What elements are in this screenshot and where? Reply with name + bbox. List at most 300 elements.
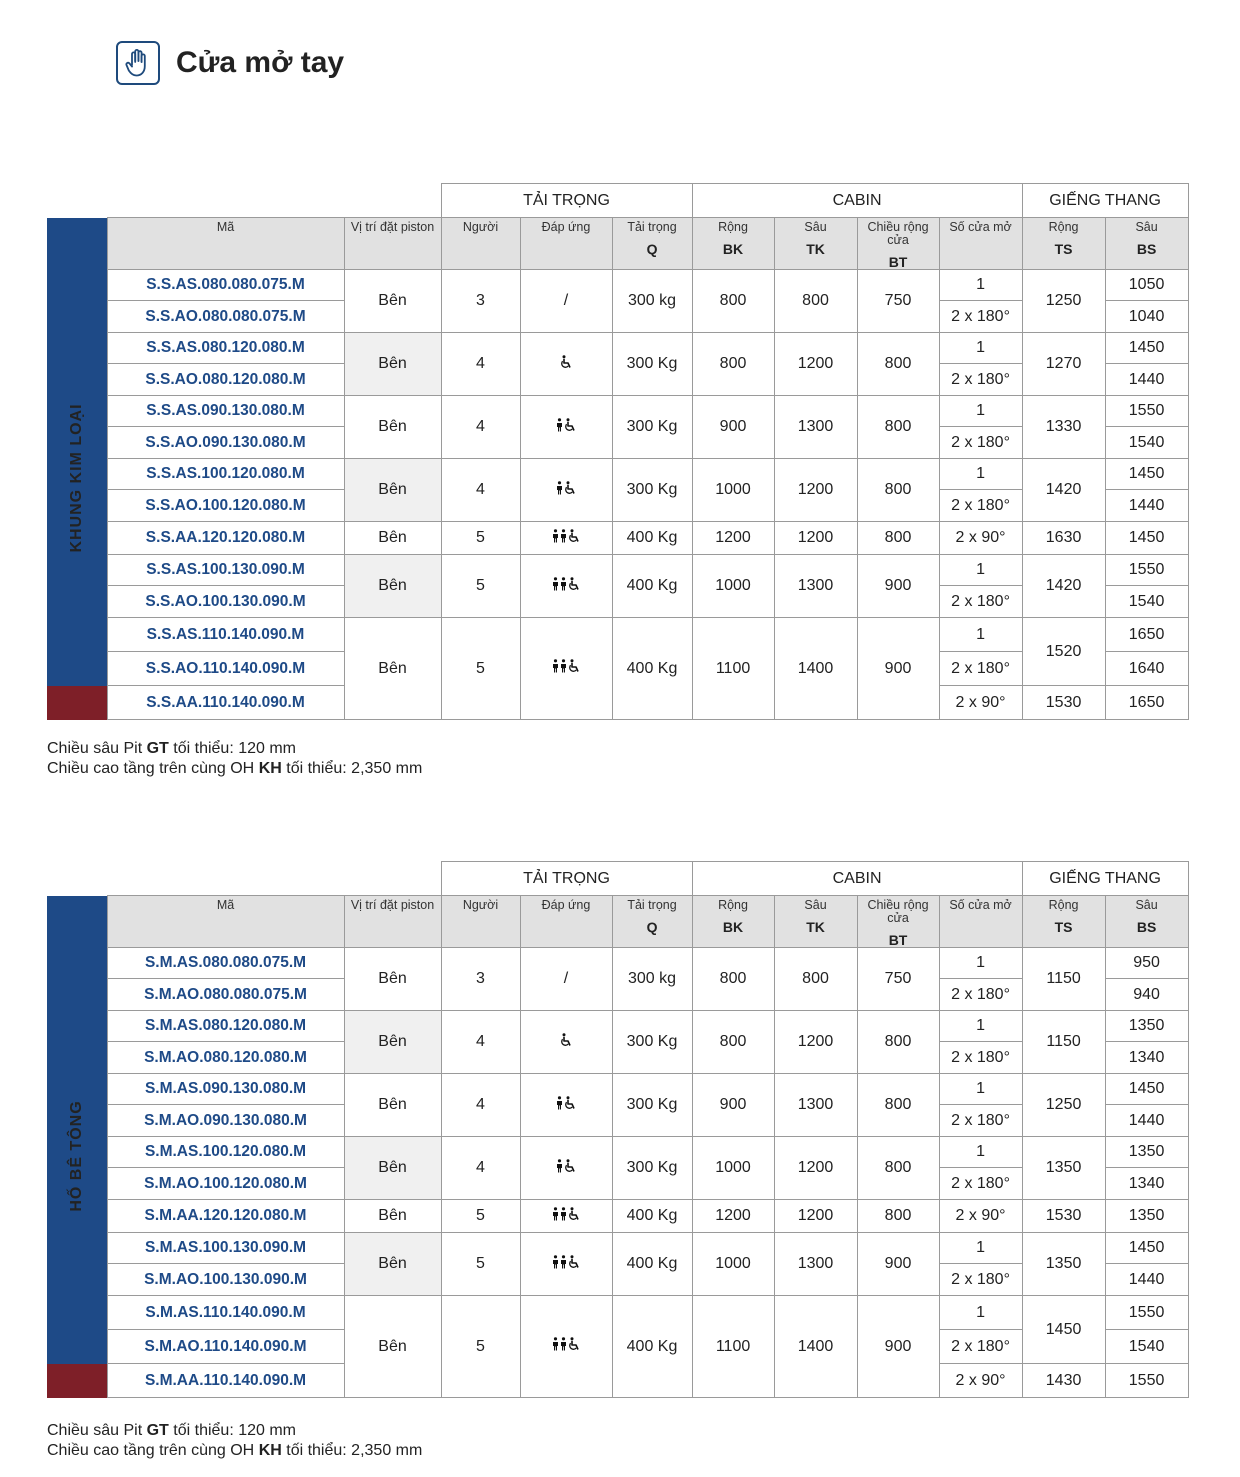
col-cabin-depth [774,218,857,270]
shaft-depth-value: 940 [1105,979,1188,1011]
model-code-text: S.S.AS.100.130.090.M [146,561,305,578]
shaft-width-value: 1150 [1022,1011,1105,1074]
model-code-text: S.S.AS.080.120.080.M [146,339,305,356]
door-count-value: 1 [939,333,1022,364]
shaft-depth-value: 1650 [1105,686,1188,720]
spec-notes-metal-frame [47,739,422,779]
table-row [47,555,1188,586]
shaft-width-value: 1420 [1022,459,1105,522]
col-cabin-width [692,218,774,270]
model-code-text: S.M.AS.110.140.090.M [145,1303,306,1321]
model-code-text: S.M.AS.100.130.090.M [144,1239,307,1256]
model-code-text: S.S.AO.080.080.075.M [145,307,306,325]
col-shaft-depth [1105,218,1188,270]
table-row [47,1233,1188,1264]
model-code [107,1233,344,1264]
table-row [47,1200,1188,1233]
piston-position: Bên [344,1200,441,1233]
model-code [107,459,344,490]
col-accessible-label: Đáp ứng [541,898,591,912]
cabin-depth-value: 1200 [774,1011,857,1074]
model-code [107,1330,344,1364]
load-value: 400 Kg [612,1200,692,1233]
col-code [107,218,344,270]
shaft-width-value: 1530 [1022,1200,1105,1233]
shaft-depth-value: 1440 [1105,490,1188,522]
model-code [107,333,344,364]
col-cabin-depth [774,896,857,948]
col-shaft-depth [1105,896,1188,948]
cabin-depth-value: 1200 [774,522,857,555]
col-cabin-width-symbol: BK [722,919,744,935]
table-row [47,948,1188,979]
cabin-width-value: 900 [692,1074,774,1137]
col-load-label: Tải trọng [627,220,677,234]
load-value: 300 Kg [612,1011,692,1074]
shaft-depth-value: 1650 [1105,618,1188,652]
table-row [47,1011,1188,1042]
shaft-depth-value: 1050 [1105,270,1188,301]
shaft-depth-value: 1640 [1105,652,1188,686]
cabin-width-value: 1000 [692,1137,774,1200]
model-code [107,1364,344,1398]
load-value: 400 Kg [612,522,692,555]
note-pit-depth: Chiều sâu Pit GT tối thiểu: 120 mm [47,740,296,757]
shaft-depth-value: 1350 [1105,1200,1188,1233]
model-code [107,1264,344,1296]
col-door-count-label: Số cửa mở [949,898,1012,912]
col-cabin-depth-label: Sâu [804,898,827,912]
side-label [47,270,107,686]
piston-position: Bên [344,948,441,1011]
shaft-depth-value: 1450 [1105,333,1188,364]
door-count-value: 1 [939,1296,1022,1330]
wheelchair-icon [560,1033,572,1047]
cabin-width-value: 800 [692,270,774,333]
shaft-depth-value: 1450 [1105,459,1188,490]
shaft-width-value: 1530 [1022,686,1105,720]
spec-table-metal-frame [47,183,1188,720]
model-code-text: S.S.AS.100.120.080.M [146,465,305,482]
group-header-load: TẢI TRỌNG [441,184,692,218]
slash-mark: / [563,970,569,987]
load-value: 300 Kg [612,1074,692,1137]
model-code [107,364,344,396]
group-header-shaft: GIẾNG THANG [1022,862,1188,896]
shaft-depth-value: 950 [1105,948,1188,979]
shaft-width-value: 1150 [1022,948,1105,1011]
table-row [47,1074,1188,1105]
door-width-value: 900 [857,618,939,720]
cabin-depth-value: 1200 [774,1200,857,1233]
table-row [47,522,1188,555]
model-code-text: S.M.AO.080.080.075.M [144,985,307,1003]
spec-table-concrete-pit [47,861,1188,1398]
model-code [107,396,344,427]
door-width-value: 750 [857,948,939,1011]
person-wheelchair-icon [556,1096,576,1110]
model-code-text: S.S.AS.110.140.090.M [146,625,305,643]
col-code-label: Mã [216,220,235,234]
col-door-width-label: Chiều rộng cửa [867,898,929,925]
shaft-depth-value: 1440 [1105,364,1188,396]
col-code [107,896,344,948]
person-wheelchair-icon [556,481,576,495]
cabin-depth-value: 1400 [774,1296,857,1398]
col-persons-label: Người [462,220,499,234]
piston-position: Bên [344,1137,441,1200]
door-width-value: 800 [857,1200,939,1233]
door-count-value: 1 [939,948,1022,979]
shaft-depth-value: 1450 [1105,1233,1188,1264]
shaft-depth-value: 1540 [1105,586,1188,618]
piston-position: Bên [344,396,441,459]
cabin-depth-value: 1200 [774,459,857,522]
persons-count: 4 [441,1074,520,1137]
persons-count: 4 [441,396,520,459]
col-persons [441,218,520,270]
door-count-value: 1 [939,618,1022,652]
piston-position: Bên [344,333,441,396]
col-load-label: Tải trọng [627,898,677,912]
model-code [107,1074,344,1105]
shaft-depth-value: 1450 [1105,1074,1188,1105]
shaft-width-value: 1520 [1022,618,1105,686]
door-count-value: 1 [939,1137,1022,1168]
side-label-text: KHUNG KIM LOẠI [67,402,85,553]
shaft-depth-value: 1540 [1105,1330,1188,1364]
col-cabin-width-symbol: BK [722,241,744,257]
col-shaft-depth-symbol: BS [1136,919,1157,935]
model-code [107,1105,344,1137]
cabin-width-value: 800 [692,333,774,396]
col-shaft-width-symbol: TS [1054,919,1073,935]
group-header-shaft: GIẾNG THANG [1022,184,1188,218]
model-code-text: S.S.AO.110.140.090.M [145,659,306,677]
model-code [107,1200,344,1233]
piston-position: Bên [344,1074,441,1137]
shaft-depth-value: 1440 [1105,1105,1188,1137]
col-door-width-symbol: BT [888,254,908,270]
model-code-text: S.M.AA.120.120.080.M [144,1207,307,1224]
shaft-depth-value: 1340 [1105,1042,1188,1074]
door-width-value: 900 [857,555,939,618]
door-count-value: 2 x 90° [939,522,1022,555]
door-count-value: 2 x 90° [939,1364,1022,1398]
door-width-value: 900 [857,1233,939,1296]
model-code [107,1296,344,1330]
col-cabin-depth-symbol: TK [806,241,825,257]
piston-position: Bên [344,618,441,720]
model-code-text: S.M.AO.100.130.090.M [144,1270,307,1288]
shaft-width-value: 1350 [1022,1233,1105,1296]
col-shaft-depth-symbol: BS [1136,241,1157,257]
load-value: 300 Kg [612,459,692,522]
side-label [47,948,107,1364]
table-row [47,270,1188,301]
cabin-width-value: 1200 [692,522,774,555]
door-count-value: 2 x 180° [939,490,1022,522]
cabin-depth-value: 1300 [774,1074,857,1137]
col-piston [344,218,441,270]
cabin-depth-value: 1200 [774,1137,857,1200]
shaft-depth-value: 1350 [1105,1137,1188,1168]
note-pit-depth: Chiều sâu Pit GT tối thiểu: 120 mm [47,1422,296,1439]
model-code [107,1011,344,1042]
door-width-value: 800 [857,333,939,396]
door-count-value: 2 x 180° [939,1168,1022,1200]
group-header-cabin: CABIN [692,862,1022,896]
door-width-value: 800 [857,1137,939,1200]
group-header-cabin: CABIN [692,184,1022,218]
model-code-text: S.M.AS.100.120.080.M [144,1143,307,1160]
door-count-value: 2 x 180° [939,1105,1022,1137]
persons-wheelchair-icon [552,529,580,543]
piston-position: Bên [344,270,441,333]
door-count-value: 1 [939,270,1022,301]
cabin-depth-value: 1300 [774,555,857,618]
slash-mark: / [563,292,569,309]
note-overhead: Chiều cao tầng trên cùng OH KH tối thiểu: 2,350 mm [47,1442,423,1459]
shaft-depth-value: 1350 [1105,1011,1188,1042]
model-code-text: S.S.AS.080.080.075.M [146,276,305,293]
col-shaft-width [1022,896,1105,948]
shaft-depth-value: 1550 [1105,1364,1188,1398]
shaft-width-value: 1330 [1022,396,1105,459]
cabin-depth-value: 1300 [774,396,857,459]
col-door-count-label: Số cửa mở [949,220,1012,234]
load-value: 400 Kg [612,555,692,618]
cabin-width-value: 1000 [692,459,774,522]
persons-wheelchair-icon [552,577,580,591]
model-code-text: S.S.AO.100.130.090.M [145,592,306,610]
model-code-text: S.S.AS.090.130.080.M [146,402,305,419]
col-shaft-width-symbol: TS [1054,241,1073,257]
model-code-text: S.M.AO.110.140.090.M [144,1337,307,1355]
model-code [107,555,344,586]
model-code-text: S.M.AA.110.140.090.M [144,1371,307,1389]
shaft-width-value: 1270 [1022,333,1105,396]
model-code [107,1168,344,1200]
col-door-width [857,218,939,270]
table-row [47,459,1188,490]
door-count-value: 2 x 90° [939,686,1022,720]
shaft-width-value: 1350 [1022,1137,1105,1200]
col-accessible [520,218,612,270]
shaft-width-value: 1450 [1022,1296,1105,1364]
model-code-text: S.S.AO.100.120.080.M [145,496,306,514]
shaft-depth-value: 1340 [1105,1168,1188,1200]
model-code [107,652,344,686]
col-door-width [857,896,939,948]
model-code [107,1042,344,1074]
col-door-width-label: Chiều rộng cửa [867,220,929,247]
side-band-red [47,1364,107,1398]
cabin-width-value: 1100 [692,1296,774,1398]
shaft-depth-value: 1550 [1105,555,1188,586]
shaft-depth-value: 1440 [1105,1264,1188,1296]
load-value: 400 Kg [612,1233,692,1296]
table-row [47,333,1188,364]
door-count-value: 2 x 180° [939,979,1022,1011]
cabin-width-value: 800 [692,1011,774,1074]
model-code-text: S.S.AO.090.130.080.M [145,433,306,451]
shaft-width-value: 1420 [1022,555,1105,618]
cabin-depth-value: 1400 [774,618,857,720]
model-code-text: S.S.AA.120.120.080.M [145,529,306,546]
door-count-value: 2 x 180° [939,1042,1022,1074]
door-count-value: 2 x 180° [939,301,1022,333]
persons-count: 5 [441,1296,520,1398]
piston-position: Bên [344,459,441,522]
door-count-value: 2 x 180° [939,427,1022,459]
piston-position: Bên [344,1233,441,1296]
person-wheelchair-icon [556,1159,576,1173]
door-width-value: 800 [857,1011,939,1074]
table-row [47,618,1188,652]
model-code-text: S.S.AO.080.120.080.M [145,370,306,388]
load-value: 300 kg [612,948,692,1011]
model-code [107,522,344,555]
col-door-width-symbol: BT [888,932,908,948]
model-code [107,1137,344,1168]
side-band-top [47,896,107,948]
door-width-value: 800 [857,459,939,522]
col-door-count [939,896,1022,948]
cabin-width-value: 1000 [692,1233,774,1296]
model-code [107,301,344,333]
col-accessible-label: Đáp ứng [541,220,591,234]
col-shaft-width [1022,218,1105,270]
model-code-text: S.M.AO.100.120.080.M [144,1174,307,1192]
shaft-depth-value: 1540 [1105,427,1188,459]
model-code-text: S.M.AS.080.080.075.M [144,954,307,971]
load-value: 300 Kg [612,1137,692,1200]
door-count-value: 2 x 180° [939,1264,1022,1296]
load-value: 400 Kg [612,1296,692,1398]
persons-count: 4 [441,1011,520,1074]
col-accessible [520,896,612,948]
col-cabin-width-label: Rộng [718,898,748,912]
door-count-value: 2 x 180° [939,364,1022,396]
model-code-text: S.S.AA.110.140.090.M [146,693,305,711]
side-band-top [47,218,107,270]
shaft-width-value: 1430 [1022,1364,1105,1398]
shaft-depth-value: 1550 [1105,1296,1188,1330]
col-piston [344,896,441,948]
col-piston-label: Vị trí đặt piston [350,220,435,234]
col-cabin-depth-symbol: TK [806,919,825,935]
shaft-depth-value: 1040 [1105,301,1188,333]
door-width-value: 800 [857,396,939,459]
col-cabin-width-label: Rộng [718,220,748,234]
col-load-symbol: Q [646,241,658,257]
load-value: 300 Kg [612,396,692,459]
door-count-value: 2 x 180° [939,652,1022,686]
col-persons [441,896,520,948]
persons-count: 5 [441,555,520,618]
door-count-value: 1 [939,1233,1022,1264]
page-title: Cửa mở tay [176,46,345,79]
persons-count: 3 [441,270,520,333]
col-piston-label: Vị trí đặt piston [350,898,435,912]
door-count-value: 1 [939,1074,1022,1105]
model-code [107,490,344,522]
shaft-width-value: 1250 [1022,270,1105,333]
hand-icon [116,41,160,85]
spec-notes-concrete-pit [47,1421,422,1461]
model-code-text: S.M.AS.080.120.080.M [144,1017,307,1034]
piston-position: Bên [344,522,441,555]
person-wheelchair-icon [556,418,576,432]
cabin-width-value: 1100 [692,618,774,720]
door-count-value: 2 x 90° [939,1200,1022,1233]
model-code [107,586,344,618]
model-code [107,686,344,720]
piston-position: Bên [344,1296,441,1398]
group-header-load: TẢI TRỌNG [441,862,692,896]
persons-count: 3 [441,948,520,1011]
persons-count: 5 [441,522,520,555]
persons-count: 4 [441,1137,520,1200]
wheelchair-icon [560,355,572,369]
col-shaft-depth-label: Sâu [1135,898,1158,912]
model-code-text: S.M.AS.090.130.080.M [144,1080,307,1097]
table-row [47,396,1188,427]
persons-wheelchair-icon [552,1255,580,1269]
load-value: 300 Kg [612,333,692,396]
persons-count: 4 [441,333,520,396]
table-row [47,1296,1188,1330]
model-code [107,979,344,1011]
col-door-count [939,218,1022,270]
cabin-width-value: 1200 [692,1200,774,1233]
table-row [47,1137,1188,1168]
persons-wheelchair-icon [552,659,580,673]
col-load [612,896,692,948]
door-width-value: 900 [857,1296,939,1398]
cabin-depth-value: 1300 [774,1233,857,1296]
shaft-depth-value: 1550 [1105,396,1188,427]
model-code [107,948,344,979]
cabin-width-value: 900 [692,396,774,459]
model-code-text: S.M.AO.080.120.080.M [144,1048,307,1066]
col-cabin-width [692,896,774,948]
door-count-value: 1 [939,459,1022,490]
note-overhead: Chiều cao tầng trên cùng OH KH tối thiểu: 2,350 mm [47,760,423,777]
col-shaft-depth-label: Sâu [1135,220,1158,234]
piston-position: Bên [344,1011,441,1074]
door-count-value: 1 [939,1011,1022,1042]
door-count-value: 2 x 180° [939,586,1022,618]
shaft-depth-value: 1450 [1105,522,1188,555]
col-code-label: Mã [216,898,235,912]
persons-wheelchair-icon [552,1337,580,1351]
col-load [612,218,692,270]
shaft-width-value: 1250 [1022,1074,1105,1137]
persons-count: 5 [441,1200,520,1233]
piston-position: Bên [344,555,441,618]
cabin-width-value: 800 [692,948,774,1011]
persons-count: 5 [441,618,520,720]
model-code [107,427,344,459]
cabin-depth-value: 800 [774,270,857,333]
persons-wheelchair-icon [552,1207,580,1221]
page-header [116,41,344,85]
col-load-symbol: Q [646,919,658,935]
load-value: 300 kg [612,270,692,333]
side-label-text: HỐ BÊ TÔNG [67,1099,85,1212]
